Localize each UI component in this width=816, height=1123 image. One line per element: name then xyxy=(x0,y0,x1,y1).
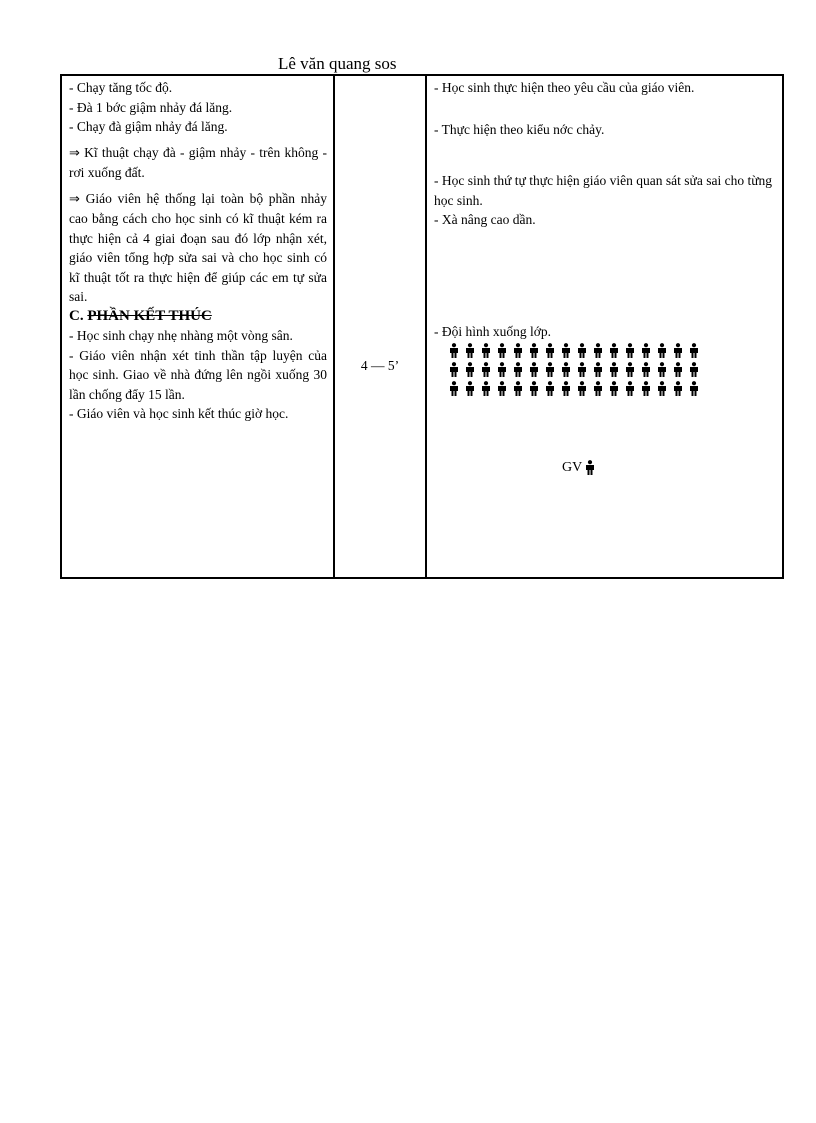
student-figure-icon xyxy=(656,362,668,377)
student-figure-icon xyxy=(480,343,492,358)
student-figure-icon xyxy=(672,362,684,377)
student-figure-icon xyxy=(640,381,652,396)
time-value: 4 — 5’ xyxy=(360,358,400,373)
method-item: - Học sinh thực hiện theo yêu cầu của giáo viên. xyxy=(434,80,695,95)
student-figure-icon xyxy=(560,362,572,377)
section-heading xyxy=(69,307,327,327)
teacher-label: GV xyxy=(562,460,583,475)
student-figure-icon xyxy=(496,343,508,358)
student-figure-icon xyxy=(544,381,556,396)
student-figure-icon xyxy=(560,381,572,396)
student-figure-icon xyxy=(608,381,620,396)
student-figure-icon xyxy=(528,362,540,377)
method-column xyxy=(426,75,783,578)
student-figure-icon xyxy=(528,343,540,358)
student-figure-icon xyxy=(512,362,524,377)
student-figure-icon xyxy=(688,343,700,358)
end-item: - Giáo viên và học sinh kết thúc giờ học. xyxy=(69,406,289,421)
student-figure-icon xyxy=(576,343,588,358)
method-item: - Thực hiện theo kiểu nớc chảy. xyxy=(434,121,605,137)
student-figure-icon xyxy=(624,381,636,396)
student-figure-icon xyxy=(576,381,588,396)
student-figure-icon xyxy=(656,343,668,358)
student-figure-icon xyxy=(592,362,604,377)
student-figure-icon xyxy=(608,343,620,358)
arrow-item-text: Kĩ thuật chạy đà - giậm nhảy - trên không - rơi xuống đất. xyxy=(69,144,327,180)
method-item: - Học sinh thứ tự thực hiện giáo viên quan sát sửa sai cho từng học sinh. xyxy=(434,173,773,208)
student-figure-icon xyxy=(640,343,652,358)
arrow-item xyxy=(69,189,327,307)
student-figure-icon xyxy=(688,381,700,396)
formation-row xyxy=(448,341,776,360)
student-formation xyxy=(434,341,776,398)
student-figure-icon xyxy=(624,362,636,377)
student-figure-icon xyxy=(448,343,460,358)
method-item: - Đội hình xuống lớp. xyxy=(434,323,552,339)
right-arrow-icon: ⇒ xyxy=(69,145,80,161)
content-line: - Đà 1 bớc giậm nhảy đá lăng. xyxy=(69,99,233,115)
right-arrow-icon: ⇒ xyxy=(69,191,80,207)
student-figure-icon xyxy=(480,381,492,396)
student-figure-icon xyxy=(464,362,476,377)
student-figure-icon xyxy=(496,362,508,377)
student-figure-icon xyxy=(592,343,604,358)
formation-row xyxy=(448,379,776,398)
student-figure-icon xyxy=(464,381,476,396)
end-item: - Giáo viên nhận xét tinh thần tập luyện của học sinh. Giao về nhà đứng lên ngồi xuống 30 lần chống đẩy 15 lần. xyxy=(69,347,327,402)
student-figure-icon xyxy=(688,362,700,377)
student-figure-icon xyxy=(448,381,460,396)
lesson-table xyxy=(60,74,784,579)
arrow-item xyxy=(69,143,327,183)
student-figure-icon xyxy=(528,381,540,396)
student-figure-icon xyxy=(624,343,636,358)
student-figure-icon xyxy=(448,362,460,377)
student-figure-icon xyxy=(608,362,620,377)
student-figure-icon xyxy=(640,362,652,377)
student-figure-icon xyxy=(576,362,588,377)
student-figure-icon xyxy=(544,362,556,377)
student-figure-icon xyxy=(656,381,668,396)
teacher-marker xyxy=(562,458,596,478)
student-figure-icon xyxy=(560,343,572,358)
content-line: - Chạy đà giậm nhảy đá lăng. xyxy=(69,119,228,134)
arrow-item-text: Giáo viên hệ thống lại toàn bộ phần nhảy cao bằng cách cho học sinh có kĩ thuật kém ra thực hiện cả 4 giai đoạn sau đó lớp nhận xét, giáo viên tổng hợp sửa sai và cho học sinh có kĩ thuật tốt ra thực hiện để giúp các em tự sửa sai. xyxy=(69,190,328,304)
content-column xyxy=(61,75,334,578)
content-line: - Chạy tăng tốc độ. xyxy=(69,80,173,95)
teacher-figure-icon xyxy=(584,460,596,475)
student-figure-icon xyxy=(496,381,508,396)
student-figure-icon xyxy=(672,381,684,396)
section-prefix: C. xyxy=(69,307,88,324)
student-figure-icon xyxy=(672,343,684,358)
student-figure-icon xyxy=(512,381,524,396)
student-figure-icon xyxy=(512,343,524,358)
formation-row xyxy=(448,360,776,379)
page-header: Lê văn quang sos xyxy=(278,54,397,73)
section-title: PHẦN KẾT THÚC xyxy=(87,307,212,324)
student-figure-icon xyxy=(480,362,492,377)
student-figure-icon xyxy=(592,381,604,396)
student-figure-icon xyxy=(544,343,556,358)
time-column xyxy=(334,75,426,578)
student-figure-icon xyxy=(464,343,476,358)
method-item: - Xà nâng cao dần. xyxy=(434,212,536,227)
end-item: - Học sinh chạy nhẹ nhàng một vòng sân. xyxy=(69,328,293,343)
